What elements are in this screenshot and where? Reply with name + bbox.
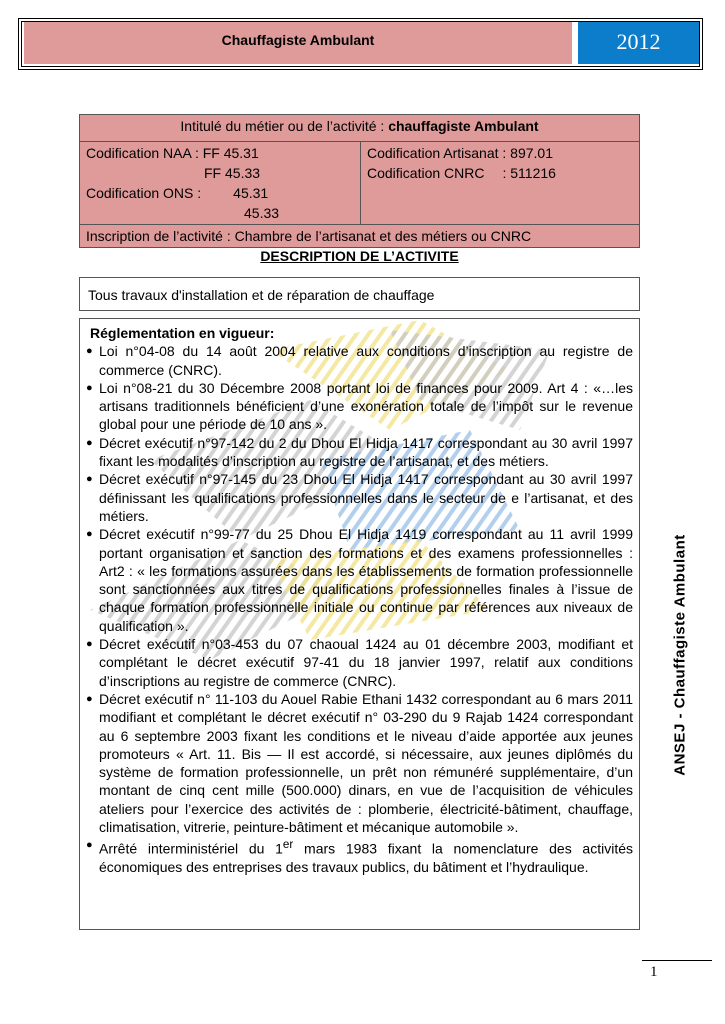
naa-line-2: FF 45.33 — [204, 165, 261, 181]
bullet-icon: ● — [86, 638, 93, 651]
codification-left-cell — [80, 142, 361, 225]
list-item-text: Loi n°04-08 du 14 août 2004 relative aux conditions d’inscription au registre de commerce (CNRC). — [99, 343, 633, 378]
bullet-icon: ● — [86, 528, 93, 541]
side-label — [660, 520, 700, 790]
list-item-text: Loi n°08-21 du 30 Décembre 2008 portant loi de finances pour 2009. Art 4 : «…les artisans traditionnels bénéficient d’une exonération totale de l’impôt sur le revenue global pour une période de 10 ans ». — [99, 379, 633, 433]
page-number-rule — [642, 960, 712, 961]
reglementation-list — [86, 342, 633, 876]
page-number: 1 — [650, 964, 658, 980]
cnrc-line — [367, 163, 633, 183]
cnrc-value: : 511216 — [502, 165, 556, 181]
last-item-before: Arrêté interministériel du 1 — [99, 840, 283, 857]
list-item — [86, 379, 633, 434]
bullet-icon: ● — [86, 692, 93, 705]
info-title-prefix: Intitulé du métier ou de l’activité : — [180, 118, 389, 134]
bullet-icon: ● — [86, 436, 93, 449]
reglementation-box — [79, 318, 640, 930]
ons-line-2: 45.33 — [244, 205, 280, 221]
list-item — [86, 525, 633, 635]
description-box — [79, 277, 640, 311]
inscription-row — [80, 225, 640, 248]
codification-row — [80, 142, 640, 225]
reglementation-heading: Réglementation en vigueur: — [90, 325, 275, 341]
list-item — [86, 434, 633, 471]
cnrc-label: Codification CNRC — [367, 165, 485, 181]
side-label-text: ANSEJ - Chauffagiste Ambulant — [671, 534, 689, 776]
list-item — [86, 342, 633, 379]
header-year: 2012 — [578, 22, 699, 64]
list-item-text: Décret exécutif n°97-142 du 2 du Dhou El Hidja 1417 correspondant au 30 avril 1997 fixant les modalités d’inscription au registre de l’artisanat, et des métiers. — [99, 434, 633, 470]
info-table — [79, 114, 640, 248]
bullet-icon: ● — [86, 381, 93, 394]
description-text: Tous travaux d'installation et de réparation de chauffage — [88, 287, 435, 303]
inscription-cell: Inscription de l’activité : Chambre de l’artisanat et des métiers ou CNRC — [80, 225, 640, 248]
artisanat-line: Codification Artisanat : 897.01 — [367, 145, 554, 161]
ons-line — [86, 183, 354, 203]
bullet-icon: ● — [86, 839, 93, 852]
info-title-value: chauffagiste Ambulant — [388, 118, 539, 134]
header-title: Chauffagiste Ambulant — [24, 22, 572, 64]
naa-line: Codification NAA : FF 45.31 — [86, 145, 259, 161]
info-title-cell — [80, 115, 640, 142]
reglementation-content — [86, 324, 633, 877]
info-title-row — [80, 115, 640, 142]
list-item-text: Décret exécutif n° 11-103 du Aouel Rabie Ethani 1432 correspondant au 6 mars 2011 modifiant et complétant le décret exécutif n° 03-290 du 9 Rajab 1424 correspondant au 6 septembre 2003 fixant les conditions et le niveau d’aide apportée aux jeunes promoteurs « Art. 11. Bis — Il est accordé, si nécessaire, aux jeunes diplômés du système de formation professionnelle, un prêt non rémunéré supplémentaire, d’un montant de cinq cent mille (500.000) dinars, en vue de l’acquisition de véhicules ateliers pour l’exercice des activités de : plomberie, électricité-bâtiment, chauffage, climatisation, vitrerie, peinture-bâtiment et mécanique automobile ». — [99, 690, 633, 836]
last-item-sup: er — [282, 838, 294, 852]
list-item — [86, 836, 633, 876]
bullet-icon: ● — [86, 345, 93, 358]
ons-label: Codification ONS : — [86, 185, 202, 201]
list-item — [86, 470, 633, 525]
list-item — [86, 635, 633, 690]
list-item-text: Décret exécutif n°99-77 du 25 Dhou El Hidja 1419 correspondant au 11 avril 1999 portant organisation et sanction des formations et des examens professionnelles : Art2 : « les formations assurées dans les établissements de formation professionnelle sont sanctionnées aux titres de qualifications professionnelles finales à l’issue de chaque formation professionnelle initiale ou continue par références aux niveaux de qualification ». — [99, 526, 633, 634]
last-item-after: mars 1983 fixant la nomenclature des activités économiques des entreprises des travaux publics, du bâtiment et l’hydraulique. — [99, 840, 633, 876]
ons-value: 45.31 — [233, 185, 269, 201]
bullet-icon: ● — [86, 473, 93, 486]
description-heading: DESCRIPTION DE L’ACTIVITE — [260, 248, 459, 264]
list-item-text: Décret exécutif n°03-453 du 07 chaoual 1424 au 01 décembre 2003, modifiant et complétant le décret exécutif 97-41 du 18 janvier 1997, relatif aux conditions d’inscriptions au registre de commerce (CNRC). — [99, 636, 633, 689]
list-item — [86, 690, 633, 836]
codification-right-cell — [361, 142, 640, 225]
list-item-text: Décret exécutif n°97-145 du 23 Dhou El Hidja 1417 correspondant au 30 avril 1997 définissant les qualifications professionnelles dans le secteur de e l’artisanat, et des métiers. — [99, 471, 633, 524]
